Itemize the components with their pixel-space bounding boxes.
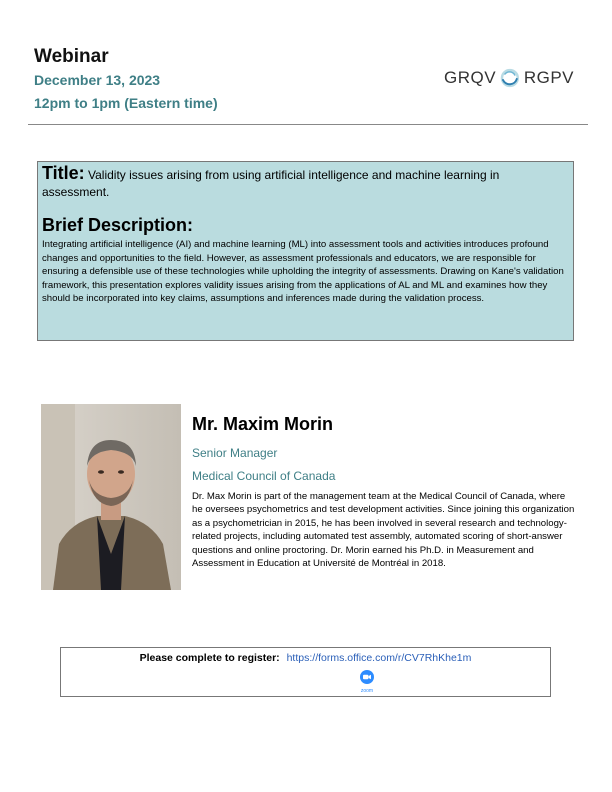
zoom-camera-icon[interactable] <box>360 670 374 684</box>
title-label: Title: <box>42 163 85 183</box>
webinar-title: Webinar <box>34 46 109 67</box>
webinar-date: December 13, 2023 <box>34 72 161 88</box>
grqv-rgpv-logo <box>444 58 574 98</box>
speaker-name: Mr. Maxim Morin <box>192 414 334 434</box>
register-line <box>61 652 550 664</box>
speaker-bio: Dr. Max Morin is part of the management team at the Medical Council of Canada, where he oversees psychometrics and test development activities. Since joining this organization as a psychometrician in 2015, he has been involved in several research and technology-related projects, including automated test assembly, automated scoring of short-answer questions and online proctoring. Dr. Morin earned his Ph.D. in Measurement and Assessment in Education at Université de Montréal in 2018. <box>192 491 575 570</box>
description-text: Integrating artificial intelligence (AI) and machine learning (ML) into assessment tools and activities introduces profound changes and opportunities to the field. However, as assessment professionals and educators, we are responsible for ensuring a defensible use of these technologies while upholding the integrity of assessments. Drawing on Kane's validation framework, this presentation explores validity issues arising from the applications of AL and ML and examines how they should be incorporated into key claims, assumptions and inferences made during the validation process. <box>42 239 564 304</box>
zoom-link[interactable] <box>357 670 377 694</box>
zoom-label: zoom <box>360 688 374 694</box>
logo-right-text: RGPV <box>523 68 574 87</box>
logo-left-text: GRQV <box>444 68 497 87</box>
speaker-organization: Medical Council of Canada <box>192 469 336 483</box>
title-line <box>42 165 569 201</box>
ring-logo-icon <box>500 58 520 98</box>
register-box <box>60 647 551 697</box>
webinar-time: 12pm to 1pm (Eastern time) <box>34 95 218 111</box>
speaker-photo <box>41 404 181 590</box>
title-text: Validity issues arising from using artificial intelligence and machine learning in assessment. <box>42 168 500 199</box>
description-heading: Brief Description: <box>42 215 194 235</box>
register-link[interactable]: https://forms.office.com/r/CV7RhKhe1m <box>286 652 472 664</box>
speaker-role: Senior Manager <box>192 446 278 460</box>
info-box <box>37 161 574 341</box>
register-label: Please complete to register: <box>139 652 280 664</box>
header-divider <box>28 124 588 125</box>
